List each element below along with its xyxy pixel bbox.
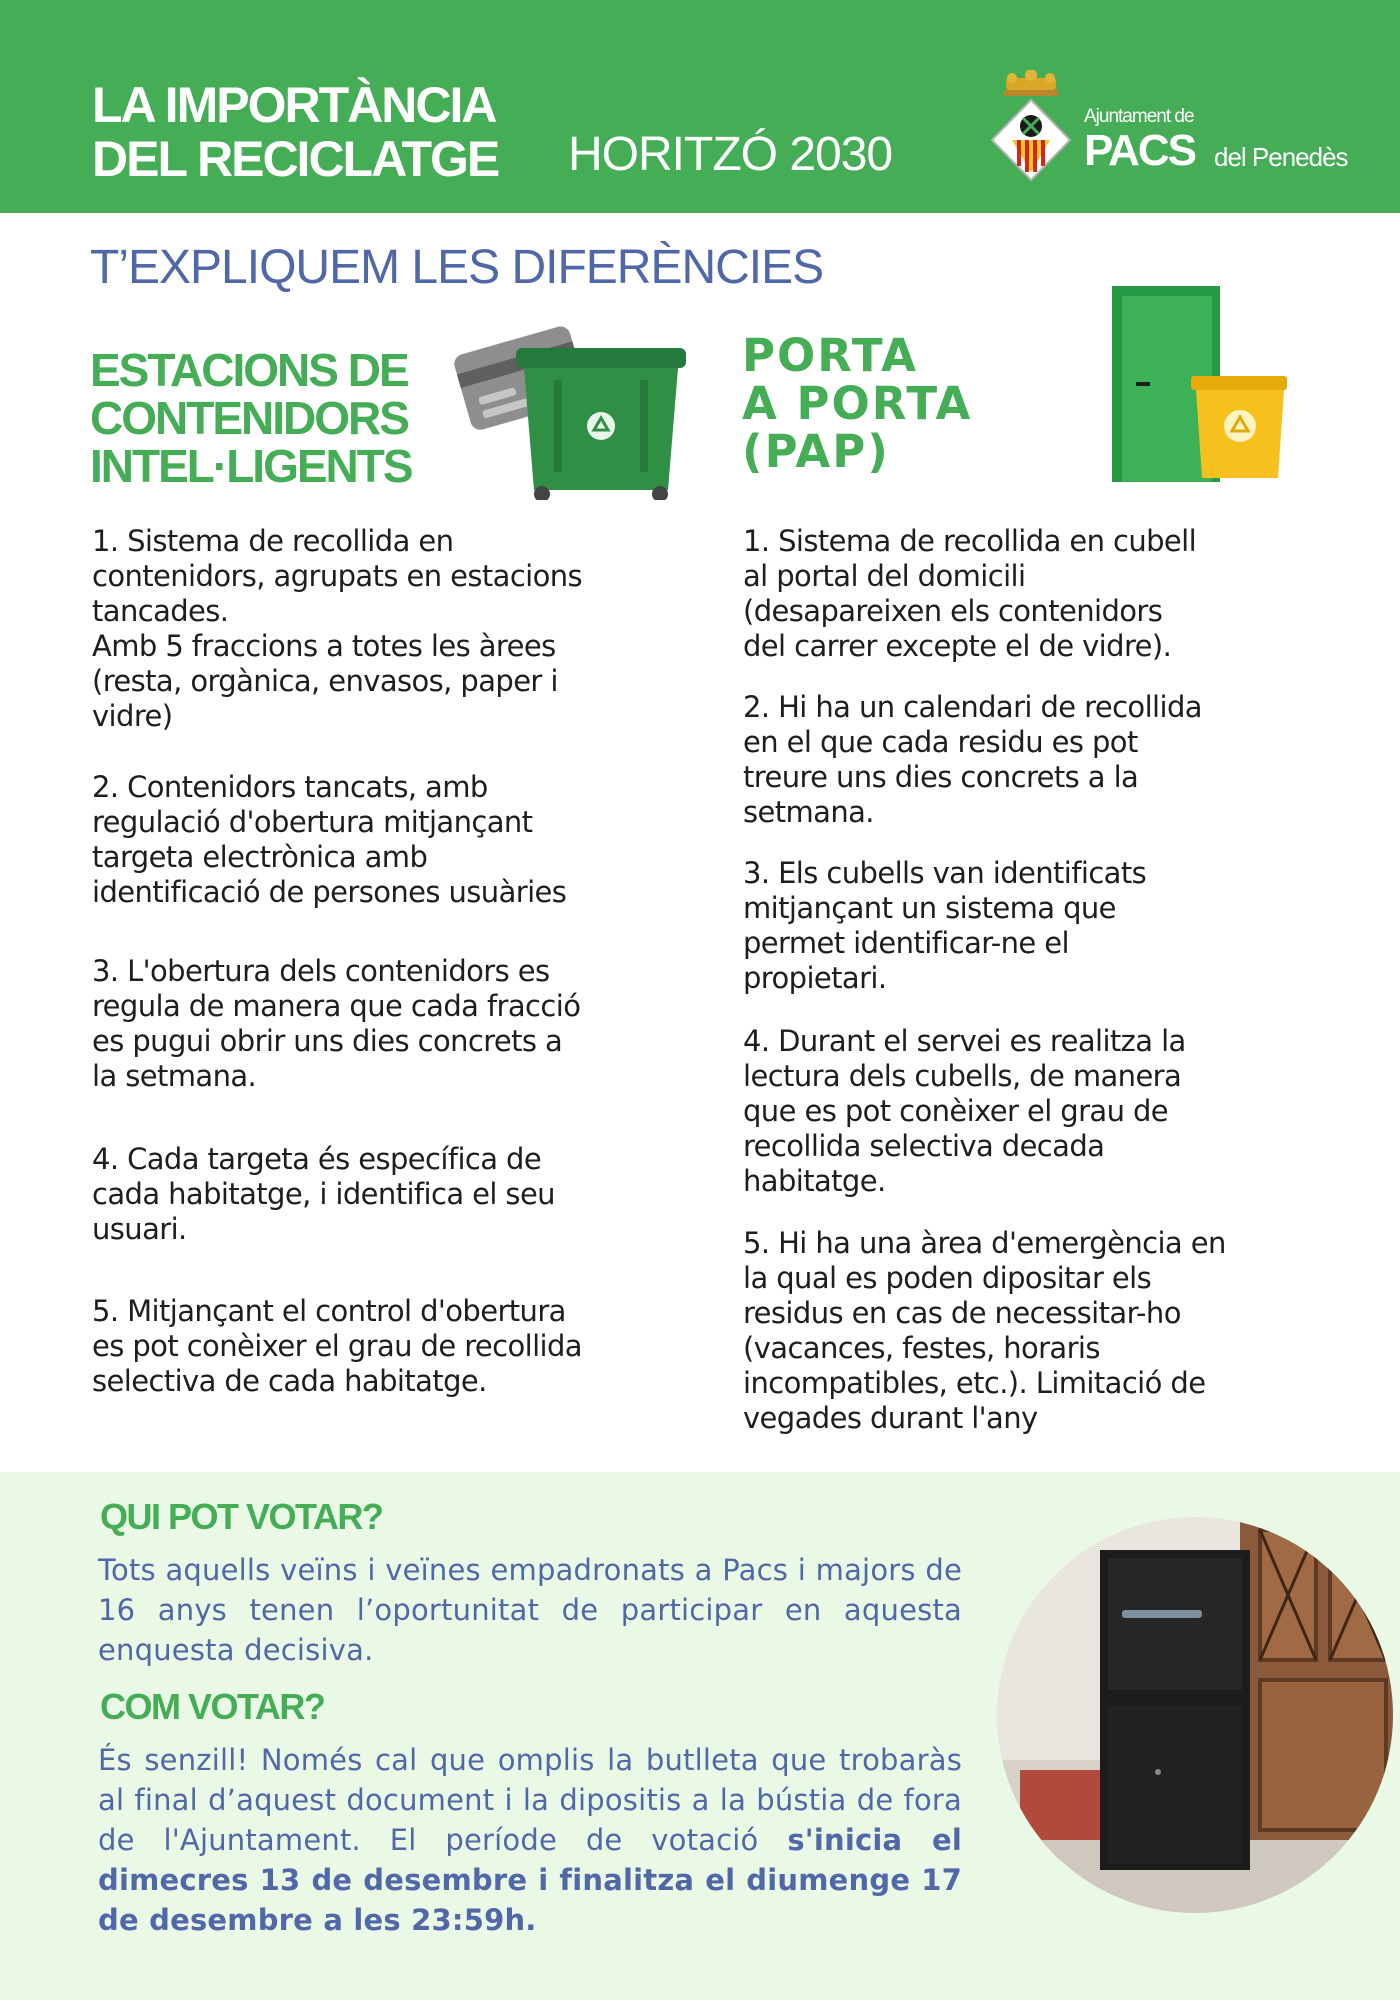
logo-suffix: del Penedès [1214, 142, 1348, 172]
how-to-vote-text [98, 1740, 962, 1940]
ajuntament-logo [988, 70, 1368, 190]
right-title-line: PORTA [742, 329, 918, 382]
list-item: 3. L'obertura dels contenidors es regula de manera que cada fracció es pugui obrir uns dies concrets a la setmana. [92, 954, 581, 1093]
list-item: 2. Hi ha un calendari de recollida en el que cada residu es pot treure uns dies concrets a la setmana. [743, 690, 1202, 829]
logo-name: PACS [1084, 126, 1195, 175]
who-can-vote-text: Tots aquells veïns i veïnes empadronats a Pacs i majors de 16 anys tenen l’oportunitat de participar en aquesta enquesta decisiva. [98, 1553, 962, 1667]
list-item: 3. Els cubells van identificats mitjançant un sistema que permet identificar-ne el propietari. [743, 856, 1147, 995]
right-column-title [742, 329, 973, 478]
title-line-2: DEL RECICLATGE [92, 131, 499, 187]
ballot-box-photo [990, 1510, 1400, 1920]
smart-container-icon [446, 300, 686, 500]
how-to-vote-plain: És senzill! Només cal que omplis la butlleta que trobaràs al final d’aquest document i la dipositis a la bústia de fora de l'Ajuntament. El període de votació [98, 1743, 962, 1857]
title-line-1: LA IMPORTÀNCIA [92, 77, 496, 133]
page-subtitle: HORITZÓ 2030 [568, 128, 893, 181]
left-title-line: ESTACIONS DE [90, 344, 408, 396]
who-can-vote-heading: QUI POT VOTAR? [100, 1496, 383, 1537]
coat-of-arms-icon [988, 70, 1074, 188]
header-band [0, 0, 1400, 213]
list-item: 5. Hi ha una àrea d'emergència en la qual es poden dipositar els residus en cas de necessitar-ho (vacances, festes, horaris incompatibles, etc.). Limitació de vegades durant l'any [743, 1226, 1226, 1435]
list-item: 2. Contenidors tancats, amb regulació d'obertura mitjançant targeta electrònica amb identificació de persones usuàries [92, 770, 567, 909]
list-item: 1. Sistema de recollida en contenidors, agrupats en estacions tancades. Amb 5 fraccions a totes les àrees (resta, orgànica, envasos, paper i vidre) [92, 524, 583, 733]
how-to-vote-dates: s'inicia el dimecres 13 de desembre i finalitza el diumenge 17 de desembre a les 23:59h. [98, 1823, 963, 1937]
logo-small-text: Ajuntament de [1084, 106, 1194, 127]
section-heading: T’EXPLIQUEM LES DIFERÈNCIES [90, 241, 824, 294]
left-title-line: CONTENIDORS [90, 392, 408, 444]
list-item: 1. Sistema de recollida en cubell al portal del domicili (desapareixen els contenidors del carrer excepte el de vidre). [743, 524, 1197, 663]
right-title-line: A PORTA [742, 377, 973, 430]
left-column-title [90, 346, 412, 490]
left-title-line: INTEL·LIGENTS [90, 440, 412, 492]
page-title [92, 78, 498, 186]
list-item: 4. Durant el servei es realitza la lectura dels cubells, de manera que es pot conèixer el grau de recollida selectiva decada habitatge. [743, 1024, 1186, 1198]
right-title-line: (PAP) [742, 425, 890, 478]
door-and-bin-icon [1108, 286, 1288, 482]
list-item: 4. Cada targeta és específica de cada habitatge, i identifica el seu usuari. [92, 1142, 555, 1246]
how-to-vote-heading: COM VOTAR? [100, 1686, 325, 1727]
list-item: 5. Mitjançant el control d'obertura es pot conèixer el grau de recollida selectiva de cada habitatge. [92, 1294, 582, 1398]
